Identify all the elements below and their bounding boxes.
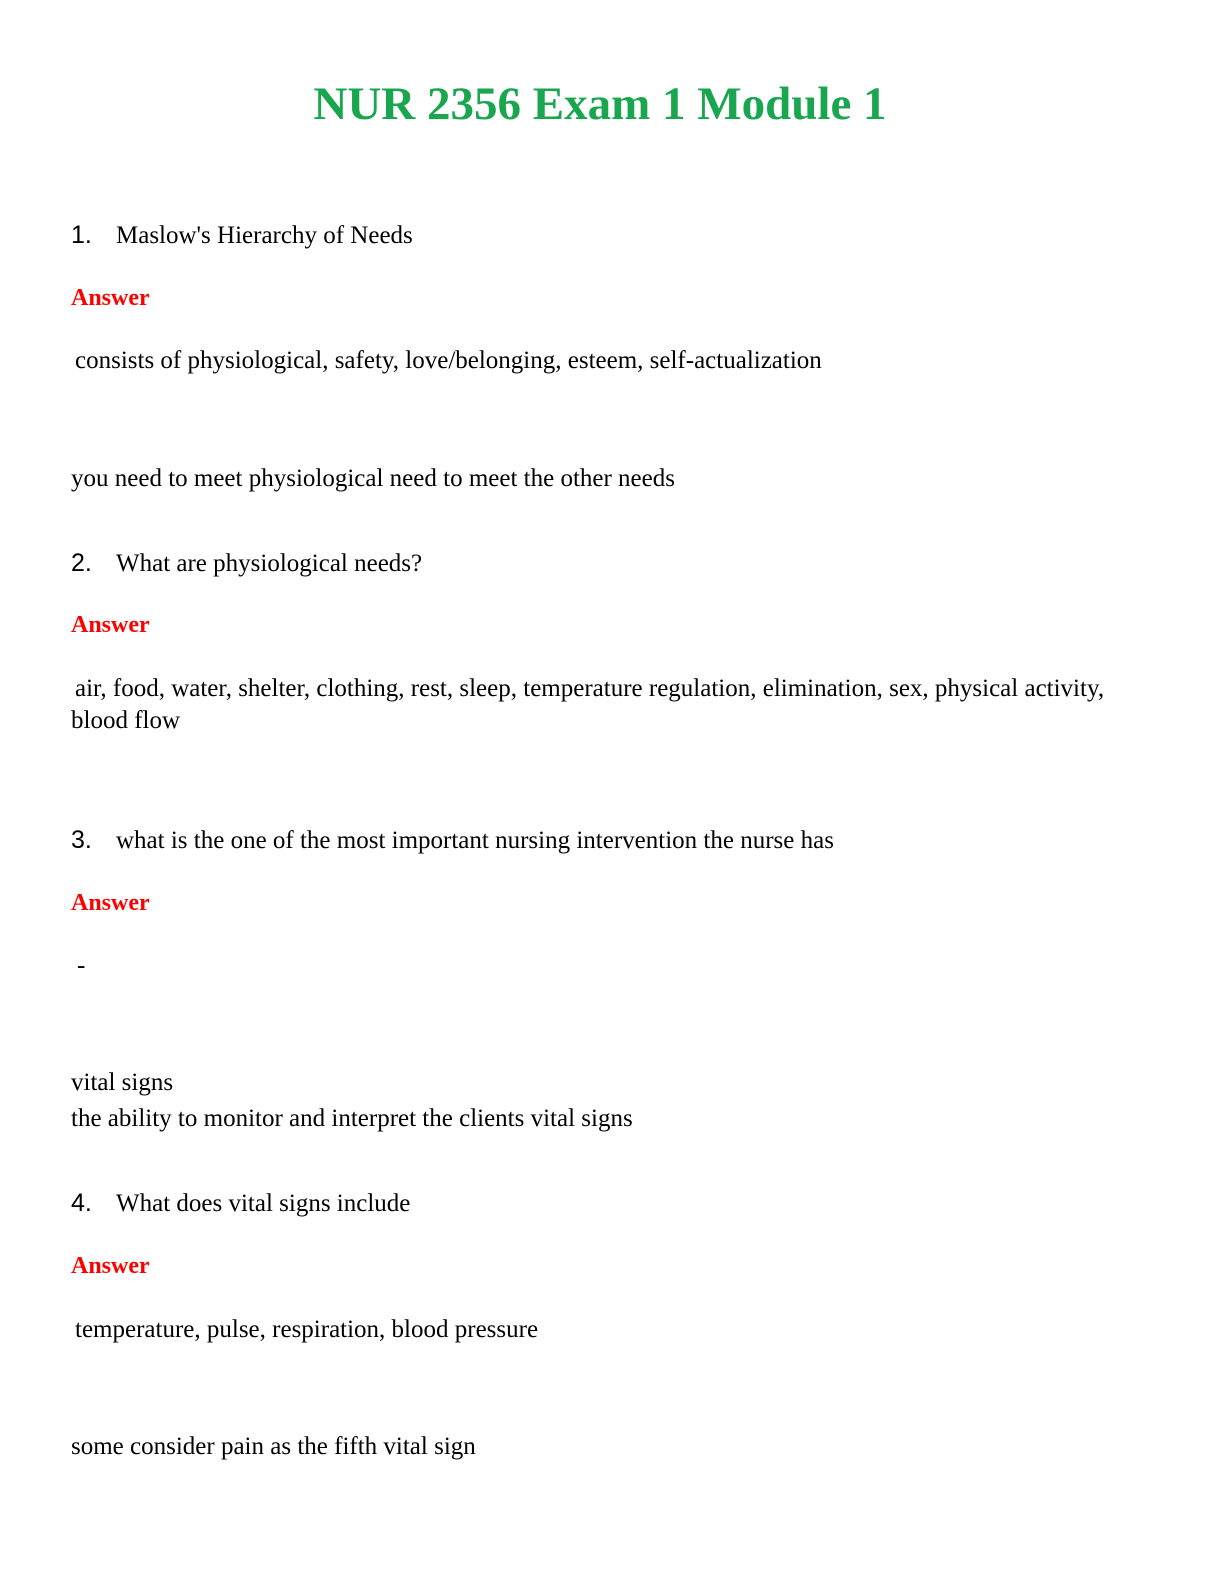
- question-3: [71, 824, 834, 856]
- answer-2-label: Answer: [71, 612, 150, 638]
- question-3-text: what is the one of the most important nursing intervention the nurse has: [116, 827, 834, 854]
- answer-1-line-1: consists of physiological, safety, love/belonging, esteem, self-actualization: [75, 347, 822, 374]
- answer-3-line-1: -: [77, 952, 86, 979]
- question-4-text: What does vital signs include: [116, 1190, 411, 1217]
- question-1-text: Maslow's Hierarchy of Needs: [116, 222, 413, 249]
- answer-3-label: Answer: [71, 890, 150, 916]
- answer-1-label: Answer: [71, 285, 150, 311]
- answer-2-line-1: air, food, water, shelter, clothing, rest, sleep, temperature regulation, elimination, sex, physical activity, blood flow: [71, 675, 1105, 734]
- question-4: [71, 1187, 410, 1219]
- answer-4-label: Answer: [71, 1253, 150, 1279]
- question-3-number: 3.: [71, 826, 92, 854]
- answer-4-line-1: temperature, pulse, respiration, blood pressure: [75, 1316, 539, 1343]
- answer-3-line-3: the ability to monitor and interpret the clients vital signs: [71, 1105, 633, 1132]
- question-4-number: 4.: [71, 1189, 92, 1217]
- answer-4-line-2: some consider pain as the fifth vital sign: [71, 1433, 476, 1460]
- question-2-number: 2.: [71, 549, 92, 577]
- document-title: NUR 2356 Exam 1 Module 1: [313, 78, 887, 130]
- answer-1-line-2: you need to meet physiological need to meet the other needs: [71, 465, 675, 492]
- answer-3-line-2: vital signs: [71, 1069, 174, 1096]
- question-1: [71, 219, 413, 251]
- question-2: [71, 547, 422, 579]
- question-2-text: What are physiological needs?: [116, 550, 423, 577]
- question-1-number: 1.: [71, 221, 92, 249]
